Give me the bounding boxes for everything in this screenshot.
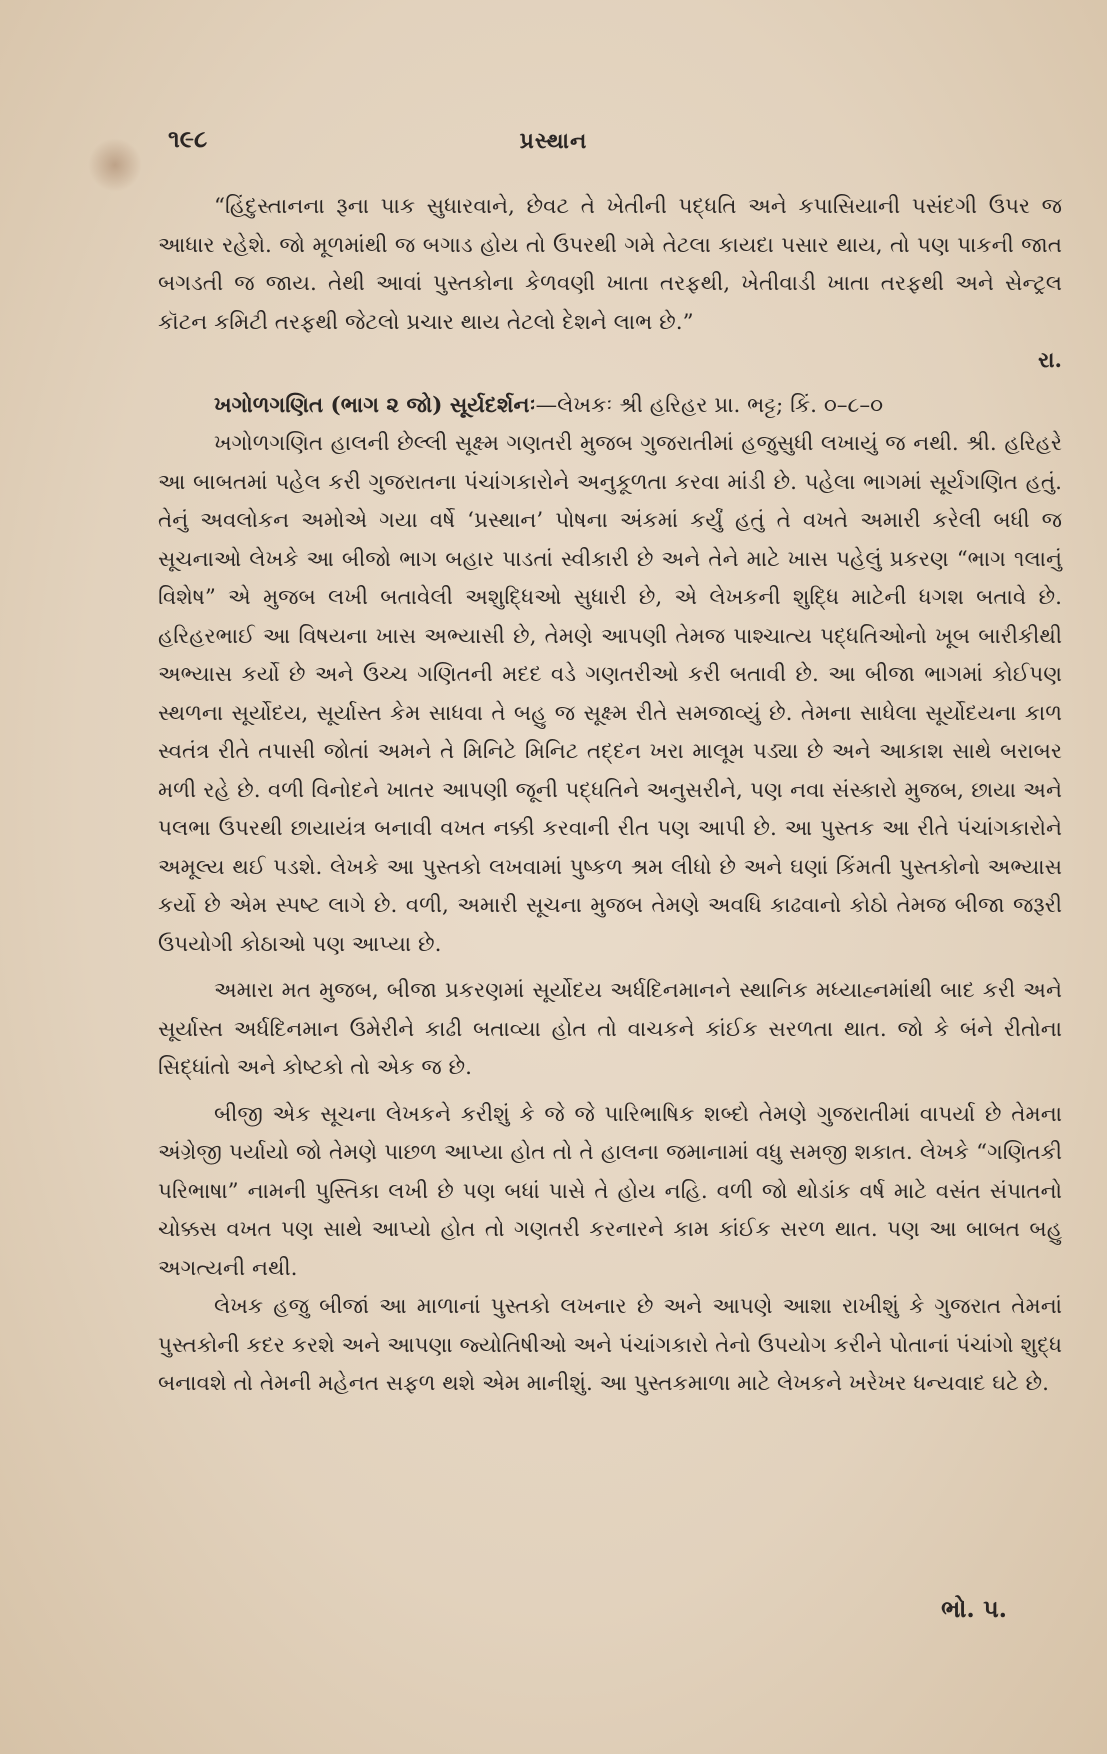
quote-signature: રા. xyxy=(1038,348,1062,373)
quote-paragraph: “હિંદુસ્તાનના રૂના પાક સુધારવાને, છેવટ તે ખેતીની પદ્ધતિ અને કપાસિયાની પસંદગી ઉપર જ આધાર રહેશે. જો મૂળમાંથી જ બગાડ હોય તો ઉપરથી ગમે તેટલા કાયદા પસાર થાય, તો પણ પાકની જાત બગડતી જ જાય. તેથી આવાં પુસ્તકોના કેળવણી ખાતા તરફથી, ખેતીવાડી ખાતા તરફથી અને સેન્ટ્રલ કૉટન કમિટી તરફથી જેટલો પ્રચાર થાય તેટલો દેશને લાભ છે.” xyxy=(158,194,1062,335)
review-signature: ભો. પ. xyxy=(941,1594,1007,1623)
paragraph-gap xyxy=(158,964,1062,972)
running-title: પ્રસ્થાન xyxy=(519,128,588,154)
review-paragraph: બીજી એક સૂચના લેખકને કરીશું કે જે જે પારિભાષિક શબ્દો તેમણે ગુજરાતીમાં વાપર્યા છે તેમના અંગ્રેજી પર્યાયો જો તેમણે પાછળ આપ્યા હોત તો તે હાલના જમાનામાં વધુ સમજી શકાત. લેખકે “ગણિતકી પરિભાષા” નામની પુસ્તિકા લખી છે પણ બધાં પાસે તે હોય નહિ. વળી જો થોડાંક વર્ષ માટે વસંત સંપાતનો ચોક્કસ વખત પણ સાથે આપ્યો હોત તો ગણતરી કરનારને કામ કાંઈક સરળ થાત. પણ આ બાબત બહુ અગત્યની નથી. xyxy=(158,1101,1062,1281)
review-paragraph: લેખક હજુ બીજાં આ માળાનાં પુસ્તકો લખનાર છે અને આપણે આશા રાખીશું કે ગુજરાત તેમનાં પુસ્તકોની કદર કરશે અને આપણા જ્યોતિષીઓ અને પંચાંગકારો તેનો ઉપયોગ કરીને પોતાનાં પંચાંગો શુદ્ધ બનાવશે તો તેમની મહેનત સફળ થશે એમ માનીશું. આ પુસ્તકમાળા માટે લેખકને ખરેખર ધન્યવાદ ઘટે છે. xyxy=(158,1294,1062,1396)
page-number: ૧૯૮ xyxy=(168,124,208,153)
review-paragraph: અમારા મત મુજબ, બીજા પ્રકરણમાં સૂર્યોદય અર્ધદિનમાનને સ્થાનિક મધ્યાહ્નમાંથી બાદ કરી અને સૂર્યાસ્ત અર્ધદિનમાન ઉમેરીને કાઢી બતાવ્યા હોત તો વાચકને કાંઈક સરળતા થાત. જો કે બંને રીતોના સિદ્ધાંતો અને કોષ્ટકો તો એક જ છે. xyxy=(158,978,1062,1080)
review-title: ખગોળગણિત (ભાગ ૨ જો) સૂર્યદર્શનઃ xyxy=(214,392,536,418)
review-heading xyxy=(158,387,1062,426)
review-paragraph: ખગોળગણિત હાલની છેલ્લી સૂક્ષ્મ ગણતરી મુજબ ગુજરાતીમાં હજુસુધી લખાયું જ નથી. શ્રી. હરિહરે આ બાબતમાં પહેલ કરી ગુજરાતના પંચાંગકારોને અનુકૂળતા કરવા માંડી છે. પહેલા ભાગમાં સૂર્યગણિત હતું. તેનું અવલોકન અમોએ ગયા વર્ષે ‘પ્રસ્થાન’ પોષના અંકમાં કર્યું હતું તે વખતે અમારી કરેલી બધી જ સૂચનાઓ લેખકે આ બીજો ભાગ બહાર પાડતાં સ્વીકારી છે અને તેને માટે ખાસ પહેલું પ્રકરણ “ભાગ ૧લાનું વિશેષ” એ મુજબ લખી બતાવેલી અશુદ્ધિઓ સુધારી છે, એ લેખકની શુદ્ધિ માટેની ધગશ બતાવે છે. હરિહરભાઈ આ વિષયના ખાસ અભ્યાસી છે, તેમણે આપણી તેમજ પાશ્ચાત્ય પદ્ધતિઓનો ખૂબ બારીકીથી અભ્યાસ કર્યો છે અને ઉચ્ચ ગણિતની મદદ વડે ગણતરીઓ કરી બતાવી છે. આ બીજા ભાગમાં કોઈપણ સ્થળના સૂર્યોદય, સૂર્યાસ્ત કેમ સાધવા તે બહુ જ સૂક્ષ્મ રીતે સમજાવ્યું છે. તેમના સાધેલા સૂર્યોદયના કાળ સ્વતંત્ર રીતે તપાસી જોતાં અમને તે મિનિટે મિનિટ તદ્દન ખરા માલૂમ પડ્યા છે અને આકાશ સાથે બરાબર મળી રહે છે. વળી વિનોદને ખાતર આપણી જૂની પદ્ધતિને અનુસરીને, પણ નવા સંસ્કારો મુજબ, છાયા અને પલભા ઉપરથી છાયાયંત્ર બનાવી વખત નક્કી કરવાની રીત પણ આપી છે. આ પુસ્તક આ રીતે પંચાંગકારોને અમૂલ્ય થઈ પડશે. લેખકે આ પુસ્તકો લખવામાં પુષ્કળ શ્રમ લીધો છે અને ઘણાં કિંમતી પુસ્તકોનો અભ્યાસ કર્યો છે એમ સ્પષ્ટ લાગે છે. વળી, અમારી સૂચના મુજબ તેમણે અવધિ કાઢવાનો કોઠો તેમજ બીજા જરૂરી ઉપયોગી કોઠાઓ પણ આપ્યા છે. xyxy=(158,431,1062,957)
review-meta: —લેખકઃ શ્રી હરિહર પ્રા. ભટ્ટ; કિં. ૦–૮–૦ xyxy=(535,392,884,418)
body-text xyxy=(158,188,1062,1404)
page-header xyxy=(0,124,1107,164)
paragraph-gap xyxy=(158,1088,1062,1096)
